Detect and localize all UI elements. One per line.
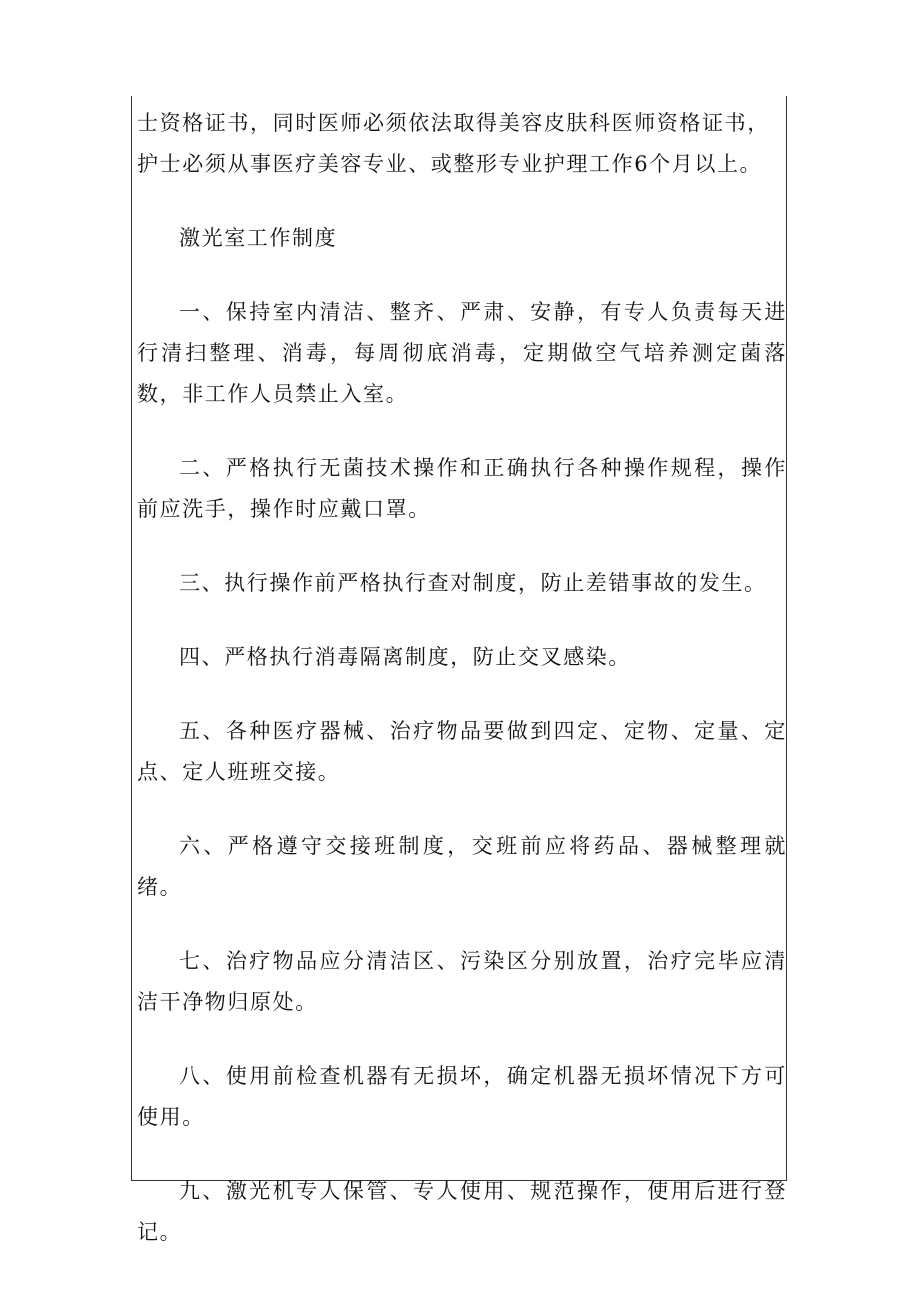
intro-continuation-paragraph: [137, 103, 787, 185]
intro-line-2: 护士必须从事医疗美容专业、或整形专业护理工作6个月以上。: [137, 152, 763, 176]
rule-4: 四、严格执行消毒隔离制度，防止交叉感染。: [179, 645, 631, 669]
rule-7: 七、治疗物品应分清洁区、污染区分别放置，治疗完毕应清洁干净物归原处。: [137, 949, 787, 1014]
section-title: 激光室工作制度: [179, 226, 338, 250]
rule-8: 八、使用前检查机器有无损坏，确定机器无损坏情况下方可使用。: [137, 1064, 787, 1129]
rule-5: 五、各种医疗器械、治疗物品要做到四定、定物、定量、定点、定人班班交接。: [137, 719, 787, 784]
document-body: [137, 103, 787, 1286]
intro-line-1: 士资格证书，同时医师必须依法取得美容皮肤科医师资格证书，: [137, 111, 770, 135]
rule-1: 一、保持室内清洁、整齐、严肃、安静，有专人负责每天进行清扫整理、消毒，每周彻底消毒，定期做空气培养测定菌落数，非工作人员禁止入室。: [137, 300, 787, 406]
rule-9: 九、激光机专人保管、专人使用、规范操作，使用后进行登记。: [137, 1179, 787, 1244]
rule-2: 二、严格执行无菌技术操作和正确执行各种操作规程，操作前应洗手，操作时应戴口罩。: [137, 456, 787, 521]
rule-6: 六、严格遵守交接班制度，交班前应将药品、器械整理就绪。: [137, 834, 787, 899]
rule-3: 三、执行操作前严格执行查对制度，防止差错事故的发生。: [179, 571, 767, 595]
